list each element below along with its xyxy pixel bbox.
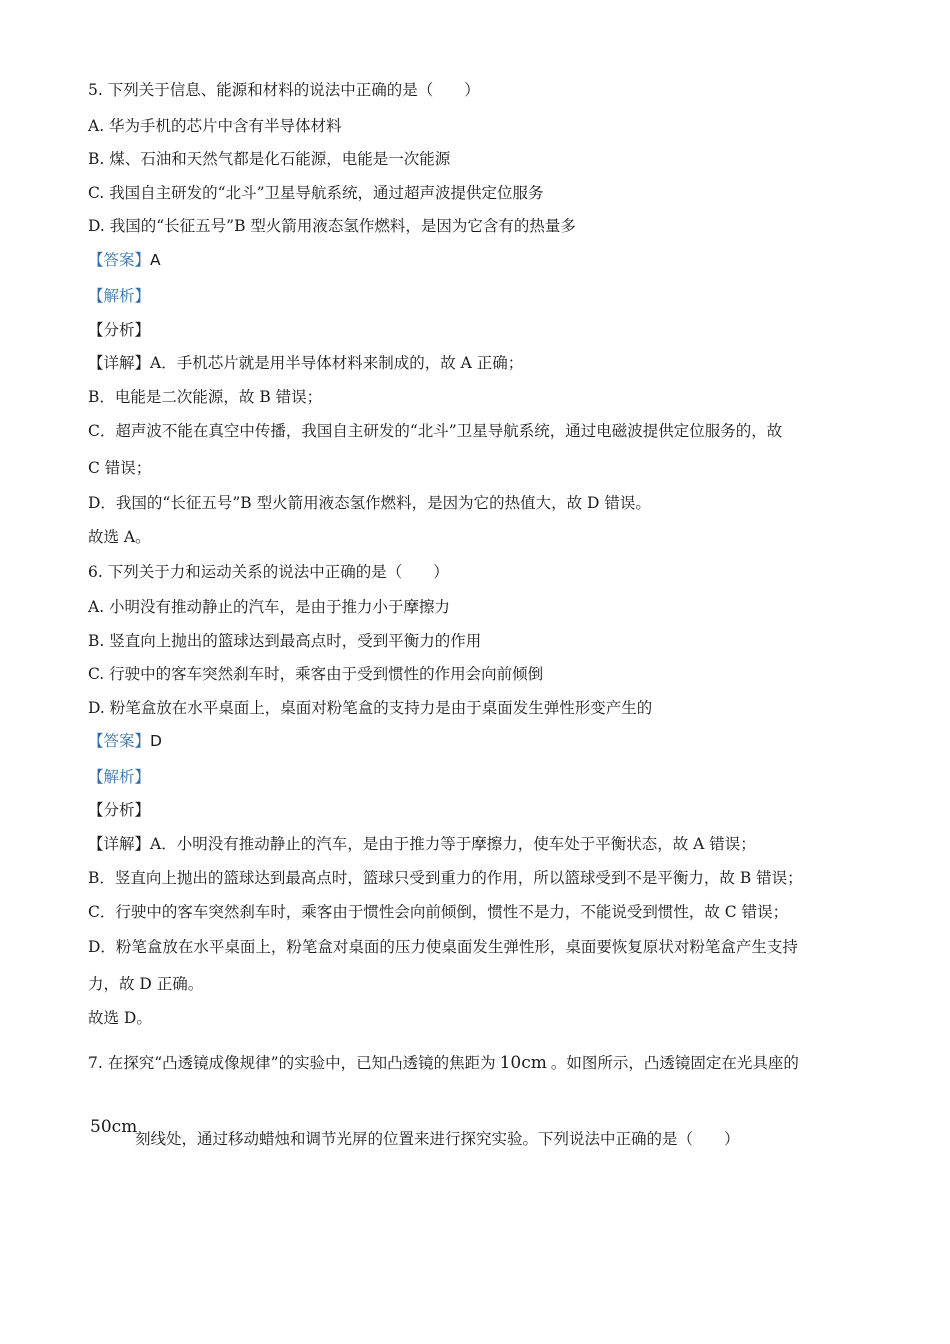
q5-jiexi-tag: 【解析】	[88, 287, 151, 305]
q6-conclusion: 故选 D。	[88, 1009, 152, 1027]
q6-option-a: A. 小明没有推动静止的汽车，是由于推力小于摩擦力	[88, 598, 451, 616]
q5-answer-value: A	[150, 251, 161, 269]
q7-focal-length: 10cm	[499, 1053, 547, 1073]
q6-detail-a-text: A．小明没有推动静止的汽车，是由于推力等于摩擦力，使车处于平衡状态，故 A 错误；	[150, 835, 756, 853]
q6-answer-line	[88, 731, 162, 751]
q6-stem: 6. 下列关于力和运动关系的说法中正确的是（ ）	[88, 563, 449, 581]
q6-option-d: D. 粉笔盒放在水平桌面上，桌面对粉笔盒的支持力是由于桌面发生弹性形变产生的	[88, 699, 653, 717]
q6-option-c: C. 行驶中的客车突然刹车时，乘客由于受到惯性的作用会向前倾倒	[88, 665, 544, 683]
q6-detail-b: B．竖直向上抛出的篮球达到最高点时，篮球只受到重力的作用，所以篮球受到不是平衡力，故 B 错误；	[88, 869, 803, 887]
q6-jiexi-tag: 【解析】	[88, 768, 151, 786]
q5-option-d: D. 我国的“长征五号”B 型火箭用液态氢作燃料，是因为它含有的热量多	[88, 217, 576, 235]
q6-detail-c: C．行驶中的客车突然刹车时，乘客由于惯性会向前倾倒，惯性不是力，不能说受到惯性，故 C 错误；	[88, 903, 789, 921]
q6-answer-tag: 【答案】	[88, 732, 151, 750]
q5-conclusion: 故选 A。	[88, 528, 151, 546]
q6-option-b: B. 竖直向上抛出的篮球达到最高点时，受到平衡力的作用	[88, 632, 482, 650]
q5-detail-c-cont: C 错误；	[88, 459, 152, 477]
q7-stem-a: 7. 在探究“凸透镜成像规律”的实验中，已知凸透镜的焦距为	[88, 1054, 496, 1072]
q5-fenxi-tag: 【分析】	[88, 321, 151, 339]
q5-detail-a-text: A．手机芯片就是用半导体材料来制成的，故 A 正确；	[150, 354, 524, 372]
q6-detail-a	[88, 834, 756, 854]
q5-detail-d: D．我国的“长征五号”B 型火箭用液态氢作燃料，是因为它的热值大，故 D 错误。	[88, 494, 651, 512]
q7-stem-b: 。如图所示，凸透镜固定在光具座的	[550, 1054, 799, 1072]
q6-detail-d: D．粉笔盒放在水平桌面上，粉笔盒对桌面的压力使桌面发生弹性形，桌面要恢复原状对粉笔盒产生支持	[88, 938, 798, 956]
q5-answer-line	[88, 250, 161, 270]
q6-answer-value: D	[150, 732, 162, 750]
q5-option-c: C. 我国自主研发的“北斗”卫星导航系统，通过超声波提供定位服务	[88, 184, 544, 202]
q6-detail-d-cont: 力，故 D 正确。	[88, 975, 204, 993]
q7-stem-line2: 刻线处，通过移动蜡烛和调节光屏的位置来进行探究实验。下列说法中正确的是（ ）	[135, 1130, 740, 1148]
q7-stem-line1	[88, 1053, 799, 1073]
q6-detail-tag: 【详解】	[88, 835, 151, 853]
q5-detail-a	[88, 353, 523, 373]
q5-detail-c: C．超声波不能在真空中传播，我国自主研发的“北斗”卫星导航系统，通过电磁波提供定位服务的，故	[88, 422, 783, 440]
q5-answer-tag: 【答案】	[88, 251, 151, 269]
q7-mark-value: 50cm	[90, 1117, 138, 1137]
q5-detail-b: B．电能是二次能源，故 B 错误；	[88, 388, 323, 406]
q5-option-a: A. 华为手机的芯片中含有半导体材料	[88, 117, 342, 135]
q5-stem: 5. 下列关于信息、能源和材料的说法中正确的是（ ）	[88, 81, 480, 99]
q6-fenxi-tag: 【分析】	[88, 801, 151, 819]
q5-option-b: B. 煤、石油和天然气都是化石能源，电能是一次能源	[88, 150, 451, 168]
q5-detail-tag: 【详解】	[88, 354, 151, 372]
